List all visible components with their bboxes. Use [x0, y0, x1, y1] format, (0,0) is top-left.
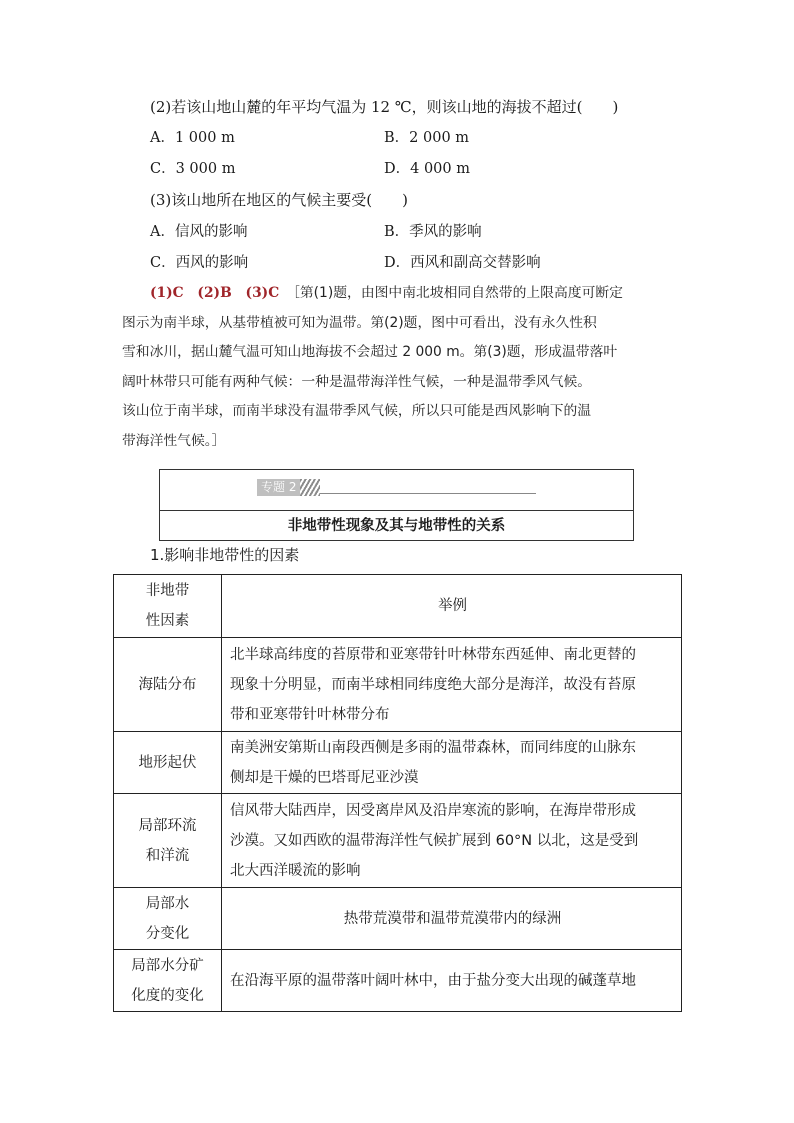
topic-tag-stripes	[300, 479, 320, 496]
table-header-factor: 非地带 性因素	[114, 575, 222, 638]
question-2-stem: (2)若该山地山麓的年平均气温为 12 ℃，则该山地的海拔不超过( )	[150, 98, 619, 116]
table-cell-factor: 局部水 分变化	[114, 888, 222, 950]
question-2-option-b: B．2 000 m	[384, 130, 470, 146]
table-row	[114, 638, 682, 732]
topic-underline	[320, 493, 536, 494]
table-cell-factor: 海陆分布	[114, 638, 222, 732]
factors-table	[113, 574, 682, 1012]
section-heading: 1.影响非地带性的因素	[150, 546, 300, 564]
answer-text-line: 带海洋性气候。］	[122, 432, 226, 449]
answer-line-1	[122, 283, 678, 313]
answer-keys: (1)C (2)B (3)C	[150, 285, 280, 301]
question-2-option-c: C．3 000 m	[150, 161, 236, 177]
question-3-stem: (3)该山地所在地区的气候主要受( )	[150, 191, 408, 209]
answer-text-line: 阔叶林带只可能有两种气候：一种是温带海洋性气候，一种是温带季风气候。	[122, 373, 592, 390]
question-3-option-b: B．季风的影响	[384, 224, 482, 240]
table-row	[114, 732, 682, 794]
table-cell-example: 北半球高纬度的苔原带和亚寒带针叶林带东西延伸、南北更替的 现象十分明显，而南半球相同纬度绝大部分是海洋，故没有苔原 带和亚寒带针叶林带分布	[222, 638, 682, 732]
topic-box	[159, 469, 634, 541]
table-header-example: 举例	[222, 575, 682, 638]
answer-text-line: ［第(1)题，由图中南北坡相同自然带的上限高度可断定	[292, 285, 623, 301]
answer-explanation	[122, 283, 678, 460]
answer-text-line: 该山位于南半球，而南半球没有温带季风气候，所以只可能是西风影响下的温	[122, 403, 592, 419]
table-row	[114, 950, 682, 1012]
table-cell-factor: 局部环流 和洋流	[114, 794, 222, 888]
table-cell-factor: 局部水分矿 化度的变化	[114, 950, 222, 1012]
topic-title: 非地带性现象及其与地带性的关系	[287, 518, 506, 534]
table-header-row	[114, 575, 682, 638]
question-3-option-c: C．西风的影响	[150, 255, 249, 271]
table-cell-factor: 地形起伏	[114, 732, 222, 794]
question-2-option-a: A．1 000 m	[150, 130, 235, 146]
table-row	[114, 888, 682, 950]
table-cell-example: 信风带大陆西岸，因受离岸风及沿岸寒流的影响，在海岸带形成 沙漠。又如西欧的温带海洋性气候扩展到 60°N 以北，这是受到 北大西洋暖流的影响	[222, 794, 682, 888]
table-row	[114, 794, 682, 888]
answer-text-line: 图示为南半球，从基带植被可知为温带。第(2)题，图中可看出，没有永久性积	[122, 314, 597, 331]
question-3-option-d: D．西风和副高交替影响	[384, 255, 541, 271]
table-cell-example: 热带荒漠带和温带荒漠带内的绿洲	[222, 888, 682, 950]
topic-tag: 专题 2	[257, 479, 304, 496]
table-cell-example: 南美洲安第斯山南段西侧是多雨的温带森林，而同纬度的山脉东 侧却是干燥的巴塔哥尼亚沙漠	[222, 732, 682, 794]
table-cell-example: 在沿海平原的温带落叶阔叶林中，由于盐分变大出现的碱蓬草地	[222, 950, 682, 1012]
answer-text-line: 雪和冰川，据山麓气温可知山地海拔不会超过 2 000 m。第(3)题，形成温带落叶	[122, 344, 618, 360]
question-3-option-a: A．信风的影响	[150, 224, 248, 240]
question-2-option-d: D．4 000 m	[384, 161, 470, 177]
